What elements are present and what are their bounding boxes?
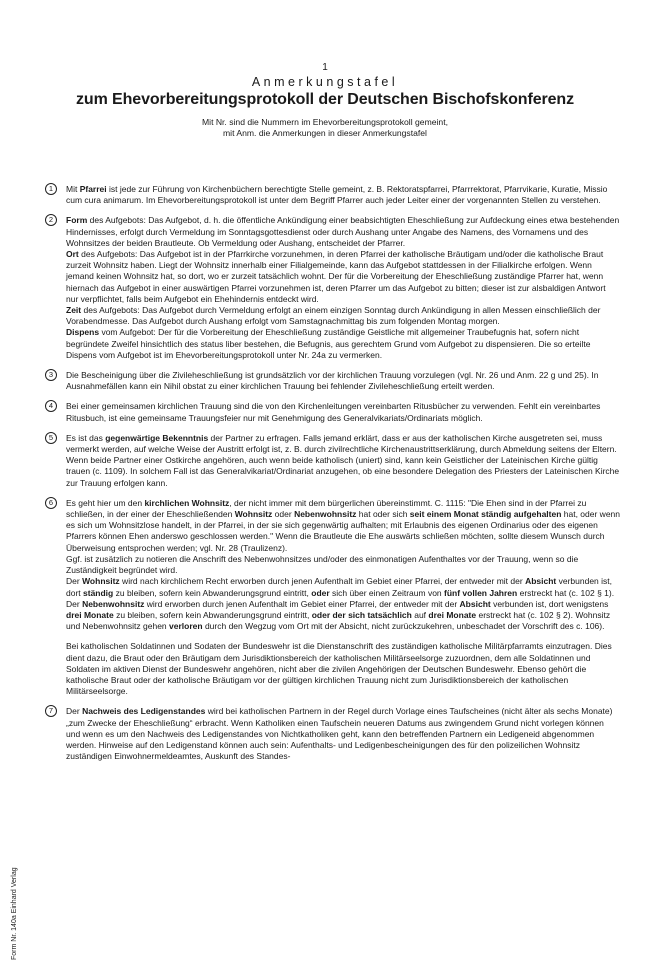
text-run: erstreckt hat (c. 102 § 2). Wohnsitz und Nebenwohnsitz gehen: [66, 609, 611, 632]
note-paragraph: [66, 576, 620, 632]
bold-term: Wohnsitz: [82, 576, 120, 587]
bold-term: drei Monate: [428, 609, 477, 620]
text-run: Wenn beide Partner einer Ostkirche angehören, auch wenn beide katholisch (uniert) sind, kann kein Geistlicher der Lateinischen Kirche gültig trauen (c. 1109). In solchem Fall ist das Generalvikariat/Ordinariat anzugehen, ob eine besondere Delegation des Priesters der Lateinischen Kirche zur Trauung erfolgen kann.: [66, 455, 620, 488]
text-run: zu bleiben, sofern kein Abwanderungsgrund eintritt,: [113, 587, 312, 598]
note-number-circle: 3: [45, 369, 57, 381]
bold-term: Pfarrei: [79, 184, 107, 194]
bold-term: kirchlichen Wohnsitz: [144, 497, 230, 508]
note-number-circle: 5: [45, 432, 57, 444]
note-7: [45, 706, 620, 762]
note-3: [45, 370, 620, 392]
text-run: des Aufgebots: Das Aufgebot ist in der Pfarrkirche vorzunehmen, in deren Pfarrei der katholische Bräutigam und/oder die katholische Braut zurzeit Wohnsitz haben. Liegt der Wohnsitz innerhalb einer Filialgemeinde, kann das Aufgebot stattdessen in der Filialkirche erfolgen. Wenn jemand keinen Wohnsitz hat, so dort, wo er zurzeit tatsächlich wohnt. Der für die Vorbereitung der Eheschließung zuständige Pfarrer hat, wenn hiernach das Aufgebot in einer auswärtigen Pfarrei vorzunehmen ist, deren Pfarrer um das Aufgebot zu bitten; dieser ist zur alsbaldigen Antwort nur verpflichtet, falls beim Aufgebot ein Ehehindernis entdeckt wird.: [66, 249, 606, 304]
bold-term: fünf vollen Jahren: [444, 587, 518, 598]
note-paragraph: [66, 641, 620, 697]
document-title: Anmerkungstafel: [251, 75, 399, 89]
bold-term: Dispens: [66, 327, 100, 338]
text-run: Bei einer gemeinsamen kirchlichen Trauung sind die von den Kirchenleitungen vereinbarten Ritusbücher zu verwenden. Fehlt ein vereinbartes Ritusbuch, ist eine gemeinsame Trauungsfeier nur mit Genehmigung des Generalvikariats/Ordinariats möglich.: [66, 401, 601, 423]
text-run: Es geht hier um den: [66, 497, 145, 508]
text-run: des Aufgebots: Das Aufgebot durch Vermeldung erfolgt an einem einzigen Sonntag durch Ankündigung in allen Messen einschließlich der Vorabendmesse. Das Aufgebot durch Aushang erfolgt vom Samstagnachmittag bis zum folgenden Montag morgen.: [66, 305, 601, 327]
text-run: verbunden ist, dort wenigstens: [490, 598, 609, 609]
text-run: zu bleiben, sofern kein Abwanderungsgrund eintritt,: [113, 609, 312, 620]
bold-term: ständig: [83, 587, 114, 598]
text-run: Bei katholischen Soldatinnen und Sodaten der Bundeswehr ist die Dienstanschrift des zuständigen katholische Militärpfarramts einzutragen. Dies dient dazu, die Braut oder den Bräutigam dem Jurisdiktionsbereich der katholischen Militärseelsorge zuzuordnen, dem alle Soldatinnen und Soldaten im aktiven Dienst der Bundeswehr angehören, nicht aber die zivilen Angehörigen der Deutschen Bundeswehr. Ebenso gehört die katholische Braut oder der katholische Bräutigam vor der gültigen kirchlichen Trauung nicht zum Jurisdiktionsbereich der katholischen Militärseelsorge.: [66, 641, 612, 697]
text-run: durch den Wegzug vom Ort mit der Absicht, nicht zurückzukehren, unbeschadet der Vorschrift des c. 106).: [202, 621, 605, 632]
form-publisher-note: Form Nr. 140a Einhard Verlag: [11, 867, 18, 960]
bold-term: drei Monate: [66, 609, 114, 620]
text-run: erstreckt hat (c. 102 § 1). Der: [66, 587, 615, 609]
note-paragraph: [66, 327, 620, 361]
bold-term: Absicht: [459, 598, 491, 609]
notes-list: [45, 184, 620, 771]
bold-term: seit einem Monat ständig aufgehalten: [409, 509, 562, 520]
text-run: hat oder sich: [356, 509, 410, 520]
note-paragraph: [66, 249, 620, 305]
bold-term: Ort: [66, 249, 79, 260]
intro-line-2: mit Anm. die Anmerkungen in dieser Anmerkungstafel: [223, 128, 427, 138]
text-run: auf: [411, 609, 429, 620]
bold-term: gegenwärtige Bekenntnis: [105, 432, 209, 443]
text-run: der Partner zu erfragen. Falls jemand erklärt, dass er aus der katholischen Kirche ausgetreten sei, muss vermerkt werden, auf welche Weise der Austritt erfolgt ist, z. B. durch zivilrechtliche Kirchenaustrittserklärung, durch Abmeldung seitens der Eltern.: [66, 432, 617, 455]
page-number: 1: [322, 62, 328, 73]
note-paragraph: [66, 706, 620, 762]
note-4: [45, 401, 620, 423]
note-number-circle: 4: [45, 400, 57, 412]
bold-term: verloren: [169, 621, 203, 632]
text-run: hat, oder wenn es sich um Wohnsitzlose handelt, in der Pfarrei, in der sie sich gegenwärtig aufhalten; mit Erlaubnis des eigenen Ordinarius oder des eigenen Pfarrers können Ehen anderswo geschlossen werden." Wenn die Brautleute die Ehe auswärts schließen möchten, sollte diesem Wunsch durch Überweisung entsprochen werden; vgl. Nr. 28 (Traulizenz).: [66, 509, 621, 553]
text-run: wird bei katholischen Partnern in der Regel durch Vorlage eines Taufscheines (nicht älter als sechs Monate) „zum Zwecke der Eheschließung“ erbracht. Wenn Katholiken einen Taufschein neueren Datums aus zwingendem Grund nicht vorlegen können und wenn es um den Nachweis des Ledigenstandes von Nichtkatholiken geht, kann den betreffenden Partnern ein Ledigeneid abgenommen werden. Hinweise auf den Ledigenstand können auch sein: Aufenthalts- und Ledigenbescheinigungen des für den polizeilichen Wohnsitz zuständigen Einwohnermeldeamtes, Auskunft des Standes-: [66, 706, 613, 762]
text-run: Ggf. ist zusätzlich zu notieren die Anschrift des Nebenwohnsitzes und/oder des einmonatigen Aufenthaltes vor der Trauung, wenn so die Zuständigkeit begründet wird.: [66, 553, 579, 576]
note-paragraph: [66, 554, 620, 576]
note-paragraph: [66, 401, 620, 423]
bold-term: oder: [311, 587, 330, 598]
text-run: Die Bescheinigung über die Zivileheschließung ist grundsätzlich vor der kirchlichen Trauung vorzulegen (vgl. Nr. 26 und Anm. 22 g und 25). In Ausnahmefällen kann ein Nihil obstat zu einer kirchlichen Trauung bei fehlender Zivileheschließung erteilt werden.: [66, 370, 599, 392]
note-number-circle: 2: [45, 214, 57, 226]
note-6: [45, 498, 620, 697]
note-paragraph: [66, 455, 620, 489]
text-run: oder: [272, 509, 295, 520]
text-run: sich über einen Zeitraum von: [329, 587, 445, 598]
text-run: wird erworben durch jenen Aufenthalt im Gebiet einer Pfarrei, der entweder mit der: [144, 598, 460, 609]
bold-term: Wohnsitz: [234, 509, 273, 520]
text-run: Der: [66, 576, 83, 587]
note-paragraph: [66, 498, 620, 554]
text-run: Der: [66, 706, 83, 717]
text-run: Mit: [66, 184, 80, 194]
intro-line-1: Mit Nr. sind die Nummern im Ehevorbereitungsprotokoll gemeint,: [202, 117, 448, 127]
intro-text: [0, 117, 650, 139]
document-subtitle: zum Ehevorbereitungsprotokoll der Deutschen Bischofskonferenz: [76, 91, 574, 108]
note-paragraph: [66, 370, 620, 392]
note-number-circle: 7: [45, 705, 57, 717]
text-run: wird nach kirchlichem Recht erworben durch jenen Aufenthalt im Gebiet einer Pfarrei, der entweder mit der: [119, 576, 526, 587]
note-paragraph: [66, 184, 620, 206]
note-number-circle: 6: [45, 497, 57, 509]
note-number-circle: 1: [45, 183, 57, 195]
text-run: vom Aufgebot: Der für die Vorbereitung der Eheschließung zuständige Geistliche mit allgemeiner Traubefugnis hat, sofern nicht begründete Zweifel hinsichtlich des status liber bestehen, die Befugnis, aus gerechtem Grund vom Aufgebot zu dispensieren. Die so erteilte Dispens vom Aufgebot ist im Ehevorbereitungsprotokoll unter Nr. 24a zu vermerken.: [66, 327, 591, 360]
bold-term: Nebenwohnsitz: [82, 598, 145, 609]
note-5: [45, 433, 620, 489]
note-2: [45, 215, 620, 361]
bold-term: Zeit: [66, 305, 82, 316]
bold-term: Absicht: [525, 576, 557, 587]
text-run: Es ist das: [66, 432, 106, 443]
note-paragraph: [66, 305, 620, 327]
text-run: ist jede zur Führung von Kirchenbüchern berechtigte Stelle gemeint, z. B. Rektoratspfarrei, Pfarrrektorat, Pfarrvikarie, Kuratie, Missio cum cura animarum. Im Ehevorbereitungsprotokoll ist unter dem Begriff Pfarrer auch jeder Leiter einer der vorgenannten Stellen zu verstehen.: [66, 184, 608, 206]
bold-term: Nachweis des Ledigenstandes: [82, 706, 206, 717]
text-run: des Aufgebots: Das Aufgebot, d. h. die öffentliche Ankündigung einer beabsichtigten Eheschließung zur Aufdeckung eines etwa bestehenden Hindernisses, erfolgt durch Vermeldung im Sonntagsgottesdienst oder durch Aushang unter Angabe des Namens, des Vornamens und des Wohnsitzes der beiden Brautleute. Ob Vermeldung oder Aushang, entscheidet der Pfarrer.: [66, 215, 620, 248]
text-run: , der nicht immer mit dem bürgerlichen übereinstimmt. C. 1115: "Die Ehen sind in der Pfarrei zu schließen, in der einer der Eheschließenden: [66, 497, 587, 520]
note-paragraph: [66, 215, 620, 249]
bold-term: Nebenwohnsitz: [294, 509, 357, 520]
bold-term: Form: [66, 215, 88, 226]
bold-term: oder der sich tatsächlich: [311, 609, 412, 620]
note-1: [45, 184, 620, 206]
text-run: verbunden ist, dort: [66, 576, 612, 598]
note-paragraph: [66, 433, 620, 455]
